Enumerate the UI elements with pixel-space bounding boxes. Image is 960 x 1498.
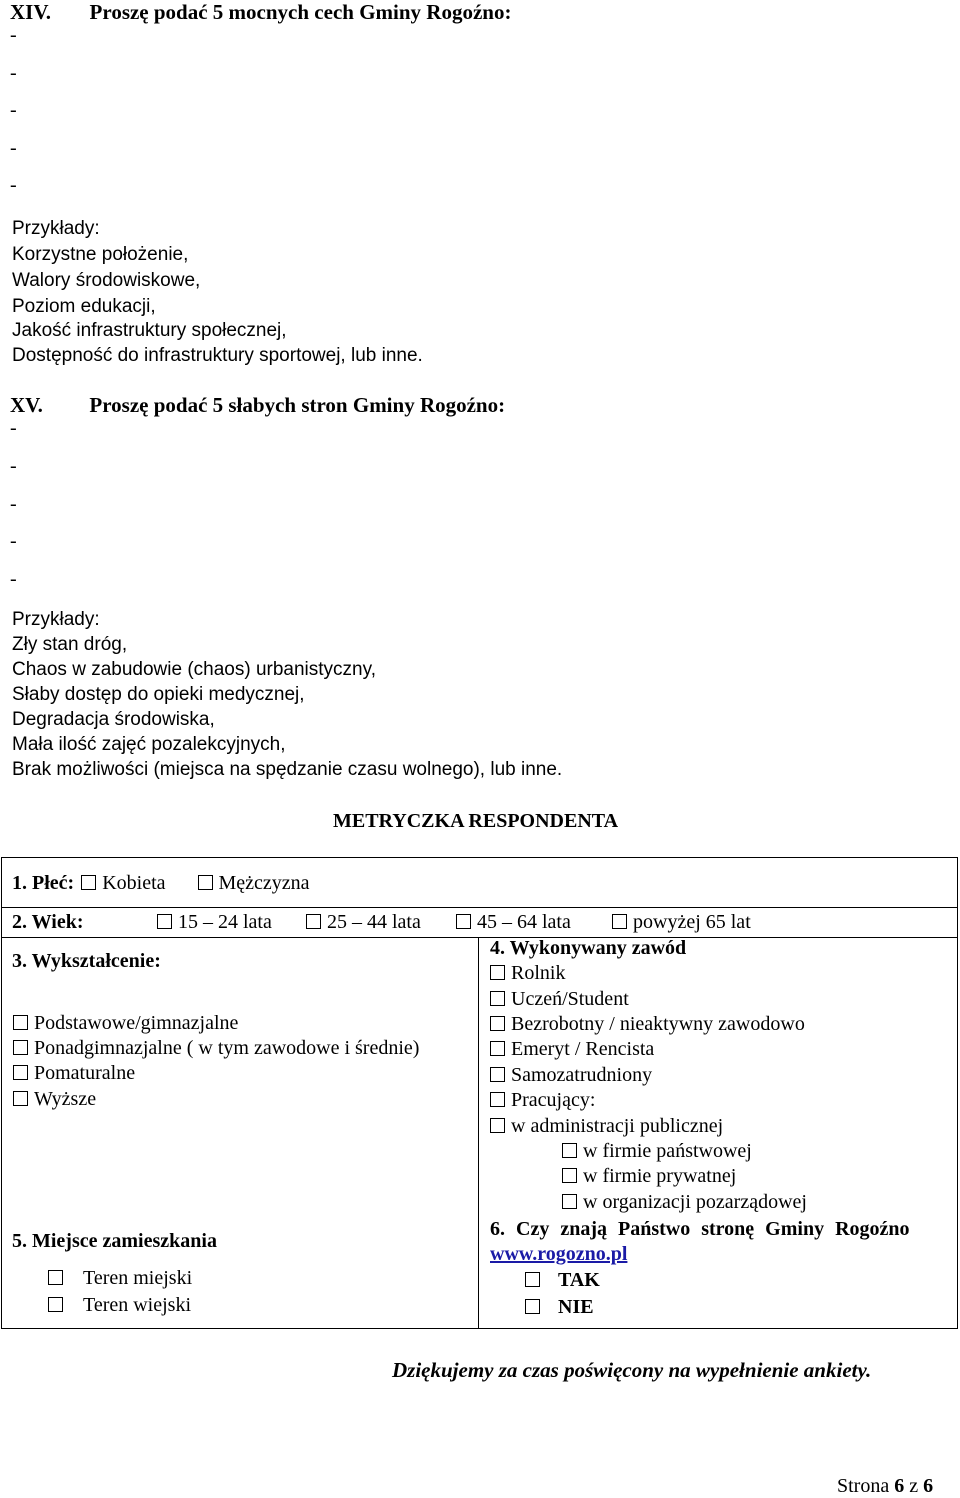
- website-question: 6. Czy znają Państwo stronę Gminy Rogoźno: [490, 1218, 910, 1240]
- checkbox-occupation[interactable]: [490, 965, 505, 980]
- occupation-option-label: Rolnik: [511, 962, 566, 984]
- occupation-sub-option-label: w organizacji pozarządowej: [583, 1191, 807, 1213]
- answer-line[interactable]: -: [10, 568, 17, 590]
- occupation-option-label: Samozatrudniony: [511, 1064, 653, 1086]
- section-15-heading: [10, 393, 505, 417]
- occupation-sub-option: [562, 1140, 752, 1163]
- answer-line[interactable]: -: [10, 174, 17, 196]
- thank-you-note: Dziękujemy za czas poświęcony na wypełnienie ankiety.: [392, 1358, 872, 1382]
- occupation-sub-option-label: w firmie prywatnej: [583, 1165, 737, 1187]
- residence-label: 5. Miejsce zamieszkania: [12, 1230, 217, 1252]
- example-item: Brak możliwości (miejsca na spędzanie czasu wolnego), lub inne.: [12, 759, 563, 780]
- education-option: [13, 1088, 96, 1111]
- checkbox-occupation-sub[interactable]: [562, 1143, 577, 1158]
- occupation-option-label: w administracji publicznej: [511, 1115, 724, 1137]
- gender-label: 1. Płeć:: [12, 872, 75, 894]
- checkbox-residence[interactable]: [48, 1270, 63, 1285]
- page-current: 6: [894, 1475, 905, 1497]
- checkbox-education[interactable]: [13, 1065, 28, 1080]
- option-mezczyzna: Mężczyzna: [218, 872, 310, 894]
- occupation-option: [490, 1115, 723, 1138]
- answer-line[interactable]: -: [10, 62, 17, 84]
- residence-option: [48, 1267, 192, 1290]
- checkbox-website-no[interactable]: [525, 1299, 540, 1314]
- occupation-option: [490, 1064, 652, 1087]
- example-item: Słaby dostęp do opieki medycznej,: [12, 684, 305, 705]
- occupation-sub-option: [562, 1165, 736, 1188]
- answer-line[interactable]: -: [10, 417, 17, 439]
- education-option: [13, 1062, 135, 1085]
- education-option: [13, 1012, 238, 1035]
- checkbox-occupation[interactable]: [490, 991, 505, 1006]
- example-item: Zły stan dróg,: [12, 634, 128, 655]
- answer-line[interactable]: -: [10, 24, 17, 46]
- website-link[interactable]: [490, 1243, 627, 1266]
- gender-row: [12, 872, 310, 895]
- occupation-sub-option-label: w firmie państwowej: [583, 1140, 752, 1162]
- section-14-number: XIV.: [10, 0, 52, 24]
- example-item: Jakość infrastruktury społecznej,: [12, 320, 287, 341]
- checkbox-education[interactable]: [13, 1040, 28, 1055]
- section-15-title: Proszę podać 5 słabych stron Gminy Rogoźno:: [89, 393, 506, 417]
- answer-line[interactable]: -: [10, 137, 17, 159]
- checkbox-occupation-sub[interactable]: [562, 1168, 577, 1183]
- occupation-option: [490, 1089, 595, 1112]
- section-14-title: Proszę podać 5 mocnych cech Gminy Rogoźno:: [89, 0, 512, 24]
- age-option-1: [157, 911, 272, 934]
- education-option-label: Podstawowe/gimnazjalne: [34, 1012, 239, 1034]
- education-option: [13, 1037, 419, 1060]
- occupation-option: [490, 1038, 654, 1061]
- occupation-option: [490, 962, 565, 985]
- website-url[interactable]: www.rogozno.pl: [490, 1243, 628, 1265]
- education-option-label: Pomaturalne: [34, 1062, 136, 1084]
- website-option-label: TAK: [558, 1269, 600, 1291]
- examples-label: Przykłady:: [12, 609, 100, 630]
- page-total: 6: [923, 1475, 934, 1497]
- checkbox-occupation[interactable]: [490, 1067, 505, 1082]
- checkbox-age-1[interactable]: [157, 914, 172, 929]
- occupation-option-label: Uczeń/Student: [511, 988, 629, 1010]
- checkbox-occupation[interactable]: [490, 1092, 505, 1107]
- age-option-label: powyżej 65 lat: [633, 911, 751, 933]
- example-item: Mała ilość zajęć pozalekcyjnych,: [12, 734, 286, 755]
- example-item: Poziom edukacji,: [12, 296, 156, 317]
- table-divider: [1, 907, 958, 908]
- age-option-label: 25 – 44 lata: [327, 911, 421, 933]
- examples-label: Przykłady:: [12, 218, 100, 239]
- age-option-label: 15 – 24 lata: [178, 911, 272, 933]
- example-item: Korzystne położenie,: [12, 244, 189, 265]
- page-number: [837, 1475, 933, 1498]
- checkbox-age-3[interactable]: [456, 914, 471, 929]
- example-item: Degradacja środowiska,: [12, 709, 215, 730]
- answer-line[interactable]: -: [10, 530, 17, 552]
- age-row: [12, 911, 84, 934]
- website-option: [525, 1269, 600, 1292]
- checkbox-occupation[interactable]: [490, 1118, 505, 1133]
- checkbox-kobieta[interactable]: [81, 875, 96, 890]
- checkbox-mezczyzna[interactable]: [198, 875, 213, 890]
- option-kobieta: Kobieta: [102, 872, 166, 894]
- residence-option-label: Teren miejski: [83, 1267, 193, 1289]
- age-label: 2. Wiek:: [12, 911, 84, 933]
- checkbox-age-2[interactable]: [306, 914, 321, 929]
- answer-line[interactable]: -: [10, 455, 17, 477]
- occupation-option: [490, 988, 629, 1011]
- table-divider: [1, 937, 958, 938]
- age-option-label: 45 – 64 lata: [477, 911, 571, 933]
- example-item: Dostępność do infrastruktury sportowej, lub inne.: [12, 345, 423, 366]
- occupation-option-label: Pracujący:: [511, 1089, 596, 1111]
- age-option-3: [456, 911, 571, 934]
- occupation-option-label: Emeryt / Rencista: [511, 1038, 655, 1060]
- checkbox-education[interactable]: [13, 1091, 28, 1106]
- occupation-option: [490, 1013, 805, 1036]
- page-prefix: Strona: [837, 1475, 890, 1497]
- age-option-4: [612, 911, 751, 934]
- section-14-heading: [10, 0, 511, 24]
- education-option-label: Wyższe: [34, 1088, 97, 1110]
- checkbox-residence[interactable]: [48, 1297, 63, 1312]
- checkbox-website-yes[interactable]: [525, 1272, 540, 1287]
- checkbox-age-4[interactable]: [612, 914, 627, 929]
- residence-option-label: Teren wiejski: [83, 1294, 192, 1316]
- checkbox-occupation[interactable]: [490, 1041, 505, 1056]
- checkbox-occupation-sub[interactable]: [562, 1194, 577, 1209]
- example-item: Walory środowiskowe,: [12, 270, 201, 291]
- example-item: Chaos w zabudowie (chaos) urbanistyczny,: [12, 659, 376, 680]
- occupation-label: 4. Wykonywany zawód: [490, 937, 687, 959]
- occupation-sub-option: [562, 1191, 807, 1214]
- checkbox-education[interactable]: [13, 1015, 28, 1030]
- metryczka-title: METRYCZKA RESPONDENTA: [333, 810, 619, 832]
- age-option-2: [306, 911, 421, 934]
- education-label: 3. Wykształcenie:: [12, 950, 161, 972]
- section-15-number: XV.: [10, 393, 43, 417]
- page-separator: z: [909, 1475, 919, 1497]
- website-option-label: NIE: [558, 1296, 594, 1318]
- website-option: [525, 1296, 594, 1319]
- answer-line[interactable]: -: [10, 493, 17, 515]
- checkbox-occupation[interactable]: [490, 1016, 505, 1031]
- education-option-label: Ponadgimnazjalne ( w tym zawodowe i średnie): [34, 1037, 420, 1059]
- residence-option: [48, 1294, 191, 1317]
- table-divider: [478, 937, 479, 1329]
- answer-line[interactable]: -: [10, 99, 17, 121]
- occupation-option-label: Bezrobotny / nieaktywny zawodowo: [511, 1013, 805, 1035]
